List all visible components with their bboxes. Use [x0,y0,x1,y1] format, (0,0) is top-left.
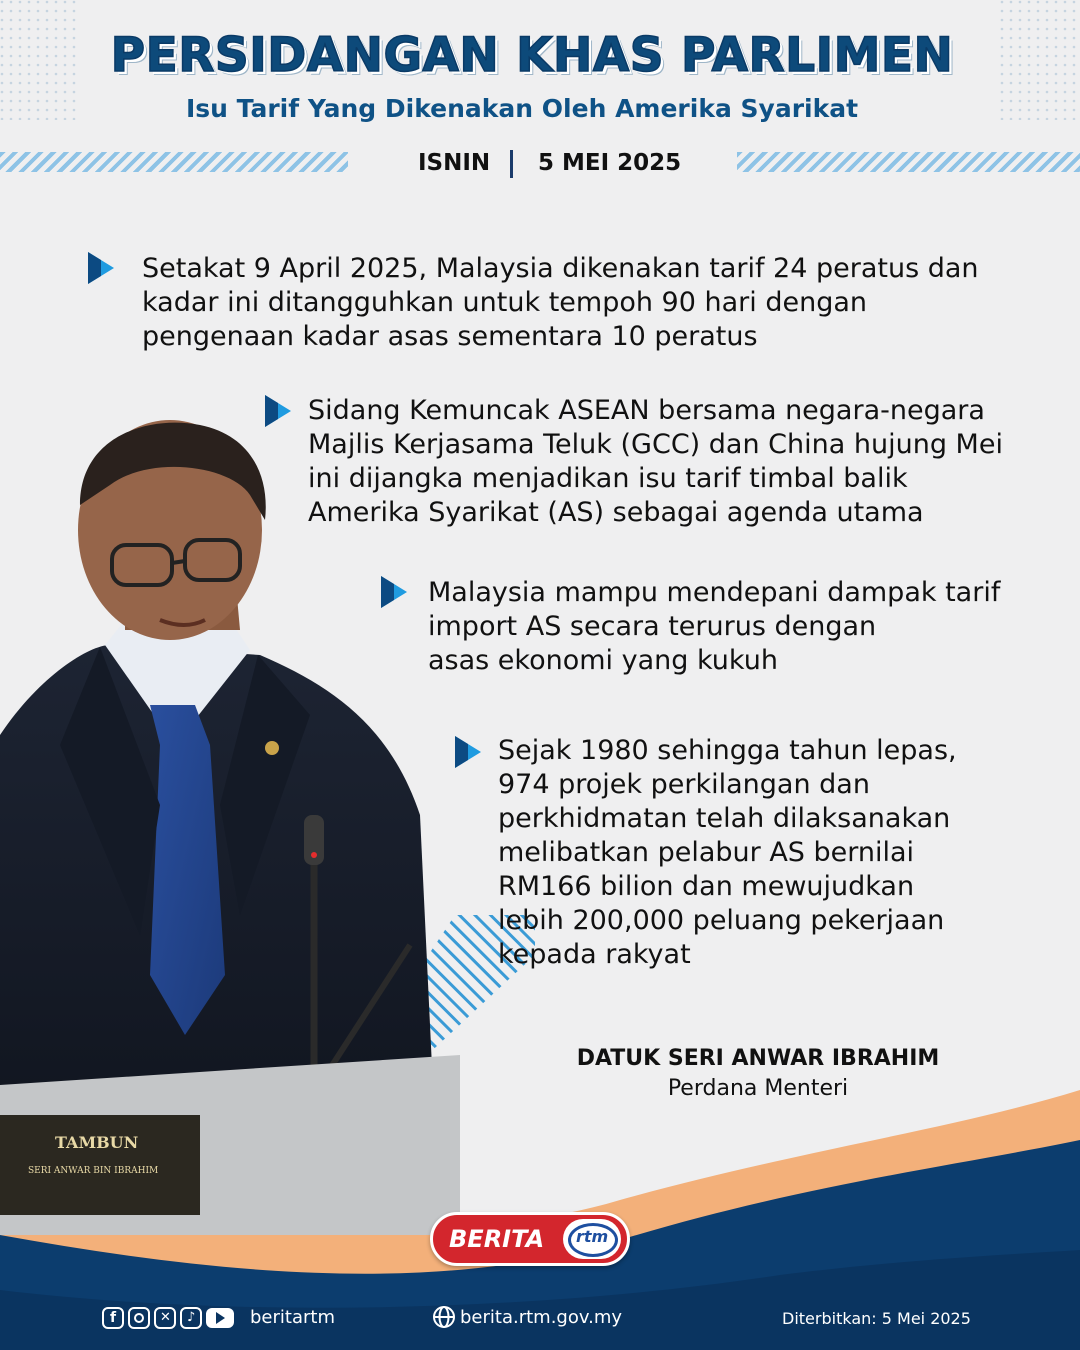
instagram-icon[interactable] [128,1307,150,1329]
speaker-photo [0,415,470,1235]
x-icon[interactable]: ✕ [154,1307,176,1329]
point-4-text: Sejak 1980 sehingga tahun lepas, 974 projek perkilangan dan perkhidmatan telah dilaksanakan melibatkan pelabur AS bernilai RM166 bilion dan mewujudkan lebih 200,000 peluang pekerjaan kepada rakyat [498,735,957,970]
bullet-icon [88,252,114,284]
social-icons [102,1307,234,1329]
hatch-right [737,152,1080,172]
page-subtitle: Isu Tarif Yang Dikenakan Oleh Amerika Syarikat [185,94,859,123]
rtm-badge: rtm [563,1219,621,1259]
youtube-icon[interactable] [206,1308,234,1328]
hatch-left [0,152,348,172]
facebook-icon[interactable]: f [102,1307,124,1329]
published-date: Diterbitkan: 5 Mei 2025 [782,1309,971,1328]
bullet-icon [455,736,481,768]
page-title: PERSIDANGAN KHAS PARLIMEN [110,28,954,83]
globe-icon [432,1305,456,1329]
tiktok-icon[interactable]: ♪ [180,1307,202,1329]
date-label: 5 MEI 2025 [538,150,682,176]
bullet-icon [381,576,407,608]
logo-text: BERITA [449,1225,545,1253]
point-1-text: Setakat 9 April 2025, Malaysia dikenakan tarif 24 peratus dan kadar ini ditangguhkan untuk tempoh 90 hari dengan pengenaan kadar asas sementara 10 peratus [142,253,979,352]
speaker-role: Perdana Menteri [667,1076,849,1101]
point-3-text: Malaysia mampu mendepani dampak tarif import AS secara terurus dengan asas ekonomi yang kukuh [428,577,1001,676]
point-2-text: Sidang Kemuncak ASEAN bersama negara-negara Majlis Kerjasama Teluk (GCC) dan China hujung Mei ini dijangka menjadikan isu tarif timbal balik Amerika Syarikat (AS) sebagai agenda utama [308,395,1003,528]
day-label: ISNIN [418,150,491,176]
website-link[interactable]: berita.rtm.gov.my [460,1307,623,1328]
speaker-name: DATUK SERI ANWAR IBRAHIM [576,1046,940,1071]
placard-title: TAMBUN [55,1133,139,1152]
bullet-icon [265,395,291,427]
placard-name: SERI ANWAR BIN IBRAHIM [28,1166,159,1176]
social-handle[interactable]: beritartm [250,1307,335,1328]
date-divider [510,150,513,178]
berita-rtm-logo [430,1212,630,1266]
